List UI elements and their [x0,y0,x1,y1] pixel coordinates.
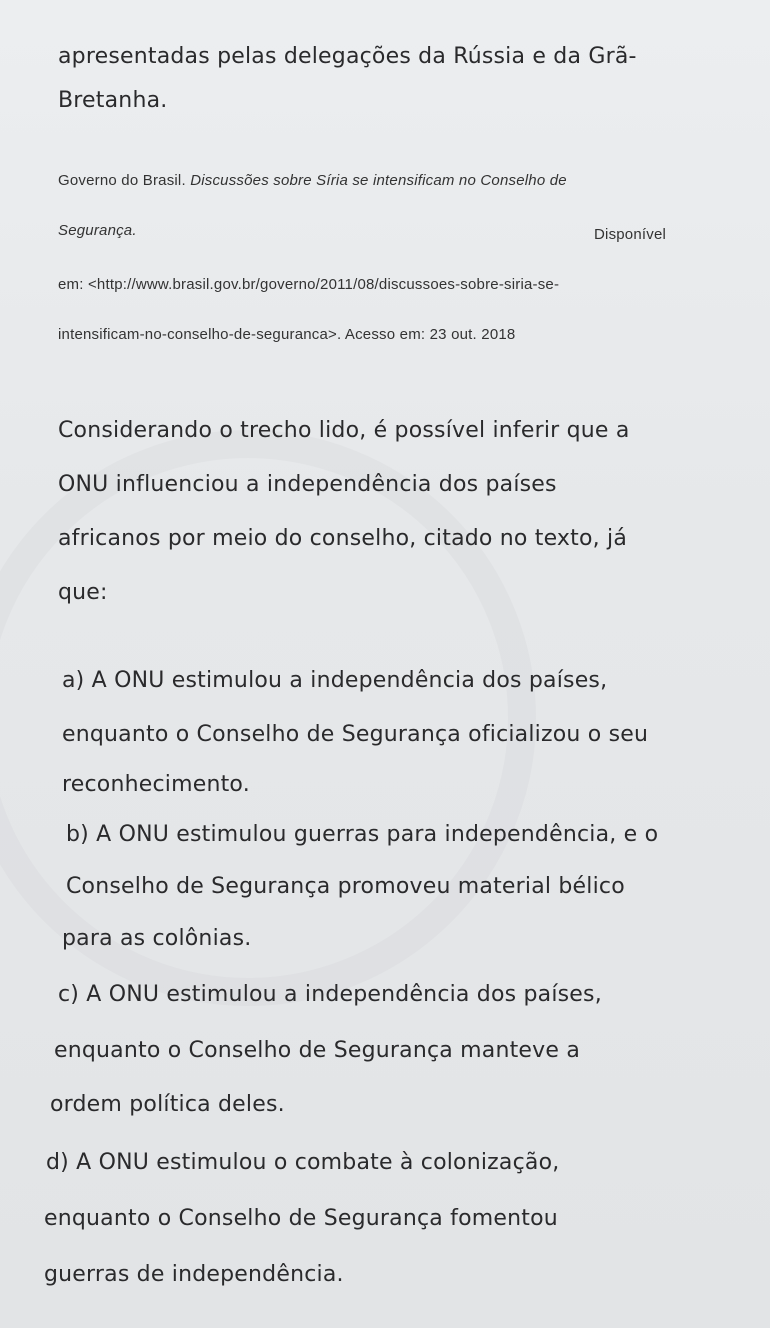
question-line-2: ONU influenciou a independência dos países [58,472,557,497]
intro-line-2: Bretanha. [58,88,168,113]
citation-title-line-2 [58,222,137,239]
option-c-line-1: c) A ONU estimulou a independência dos países, [58,982,602,1007]
citation-url-line-2: intensificam-no-conselho-de-seguranca>. Acesso em: 23 out. 2018 [58,326,516,343]
option-a-line-1: a) A ONU estimulou a independência dos países, [62,668,608,693]
option-c-line-2: enquanto o Conselho de Segurança manteve a [54,1038,581,1063]
question-line-4: que: [58,580,108,605]
citation-author: Governo do Brasil. [58,172,186,189]
citation-url-line-1: em: <http://www.brasil.gov.br/governo/2011/08/discussoes-sobre-siria-se- [58,276,560,293]
option-d-line-1: d) A ONU estimulou o combate à colonização, [46,1150,560,1175]
option-d-line-2: enquanto o Conselho de Segurança fomentou [44,1206,558,1231]
citation-title-part-1: Discussões sobre Síria se intensificam no Conselho de [190,172,567,189]
watermark-seal [0,430,536,1006]
option-b-line-2: Conselho de Segurança promoveu material bélico [66,874,625,899]
option-d-line-3: guerras de independência. [44,1262,344,1287]
intro-line-1: apresentadas pelas delegações da Rússia e da Grã- [58,44,637,69]
question-line-3: africanos por meio do conselho, citado no texto, já [58,526,628,551]
option-b-line-1: b) A ONU estimulou guerras para independência, e o [66,822,659,847]
option-c-line-3: ordem política deles. [50,1092,285,1117]
question-line-1: Considerando o trecho lido, é possível inferir que a [58,418,630,443]
option-a-line-3: reconhecimento. [62,772,250,797]
option-a-line-2: enquanto o Conselho de Segurança oficializou o seu [62,722,649,747]
citation-line-1 [58,172,567,189]
citation-title-part-2: Segurança. [58,222,137,239]
citation-available: Disponível [594,226,667,243]
option-b-line-3: para as colônias. [62,926,252,951]
